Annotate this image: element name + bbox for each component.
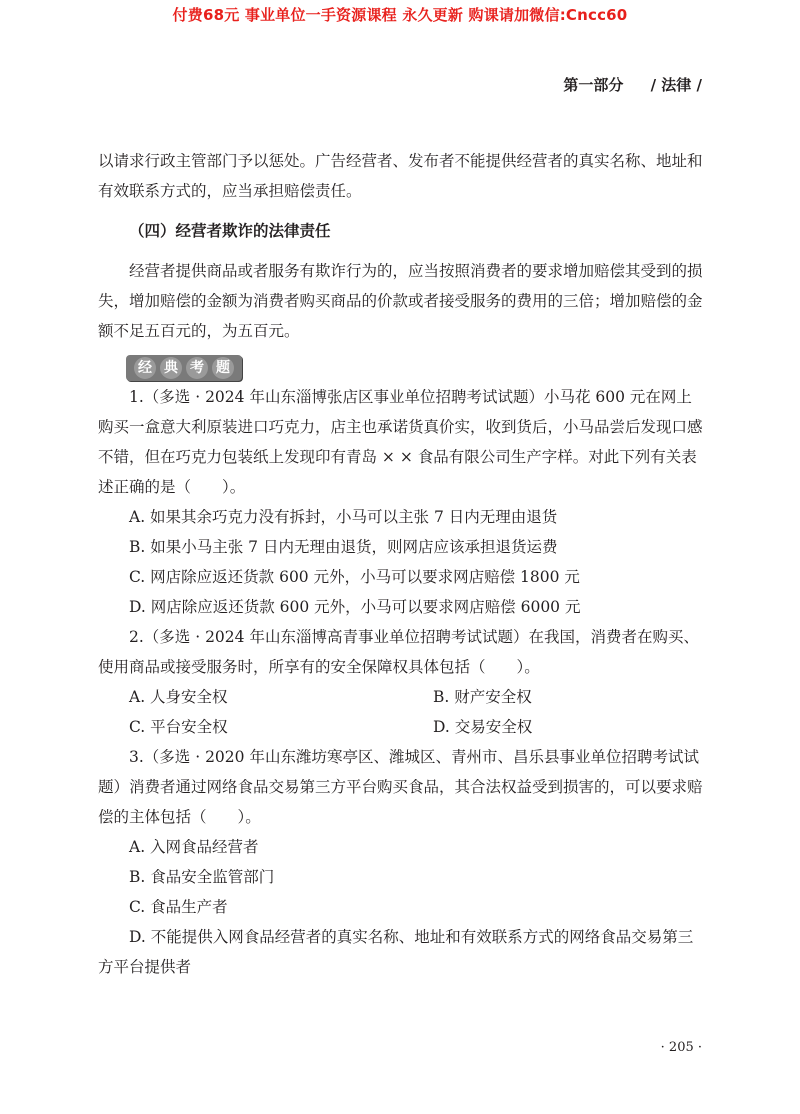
question-2-option-a: A. 人身安全权 [129,688,228,706]
question-1-option-a: A. 如果其余巧克力没有拆封，小马可以主张 7 日内无理由退货 [129,508,558,526]
section-heading: （四）经营者欺诈的法律责任 [129,222,331,240]
question-3-option-c: C. 食品生产者 [129,898,228,916]
badge-char: 经 [134,357,156,379]
badge-char: 典 [160,357,182,379]
badge-char: 题 [212,357,234,379]
question-1-option-c: C. 网店除应返还货款 600 元外，小马可以要求网店赔偿 1800 元 [129,568,580,586]
section-body-paragraph: 经营者提供商品或者服务有欺诈行为的，应当按照消费者的要求增加赔偿其受到的损失，增加赔偿的金额为消费者购买商品的价款或者接受服务的费用的三倍；增加赔偿的金额不足五百元的，为五百元。 [98,262,703,340]
page-number: · 205 · [660,1040,702,1055]
question-2-stem: 2.（多选 · 2024 年山东淄博高青事业单位招聘考试试题）在我国，消费者在购买、使用商品或接受服务时，所享有的安全保障权具体包括（ ）。 [98,628,699,676]
question-2-option-b: B. 财产安全权 [433,688,532,706]
question-1-stem: 1.（多选 · 2024 年山东淄博张店区事业单位招聘考试试题）小马花 600 元在网上购买一盒意大利原装进口巧克力，店主也承诺货真价实，收到货后，小马品尝后发现口感不错，但在巧克力包装纸上发现印有青岛 × × 食品有限公司生产字样。对此下列有关表述正确的是（ ）。 [98,388,703,496]
intro-paragraph: 以请求行政主管部门予以惩处。广告经营者、发布者不能提供经营者的真实名称、地址和有效联系方式的，应当承担赔偿责任。 [98,152,703,200]
question-2-option-c: C. 平台安全权 [129,718,228,736]
classic-questions-badge [126,355,242,381]
question-1-option-b: B. 如果小马主张 7 日内无理由退货，则网店应该承担退货运费 [129,538,558,556]
header-section: / 法律 / [650,76,702,94]
running-header [563,74,702,95]
question-2-options-row-2 [98,712,706,742]
question-3-option-a: A. 入网食品经营者 [129,838,259,856]
watermark-banner: 付费68元 事业单位一手资源课程 永久更新 购课请加微信:Cncc60 [172,6,628,24]
page-content [98,146,706,982]
question-3-stem: 3.（多选 · 2020 年山东潍坊寒亭区、潍城区、青州市、昌乐县事业单位招聘考试试题）消费者通过网络食品交易第三方平台购买食品，其合法权益受到损害的，可以要求赔偿的主体包括（ ）。 [98,748,703,826]
header-part: 第一部分 [563,76,624,94]
classic-questions-badge-row [98,352,706,382]
question-1-option-d: D. 网店除应返还货款 600 元外，小马可以要求网店赔偿 6000 元 [129,598,581,616]
question-2-options-row-1 [98,682,706,712]
question-3-option-d: D. 不能提供入网食品经营者的真实名称、地址和有效联系方式的网络食品交易第三方平台提供者 [98,928,694,976]
question-2-option-d: D. 交易安全权 [433,718,533,736]
question-3-option-b: B. 食品安全监管部门 [129,868,275,886]
badge-char: 考 [186,357,208,379]
